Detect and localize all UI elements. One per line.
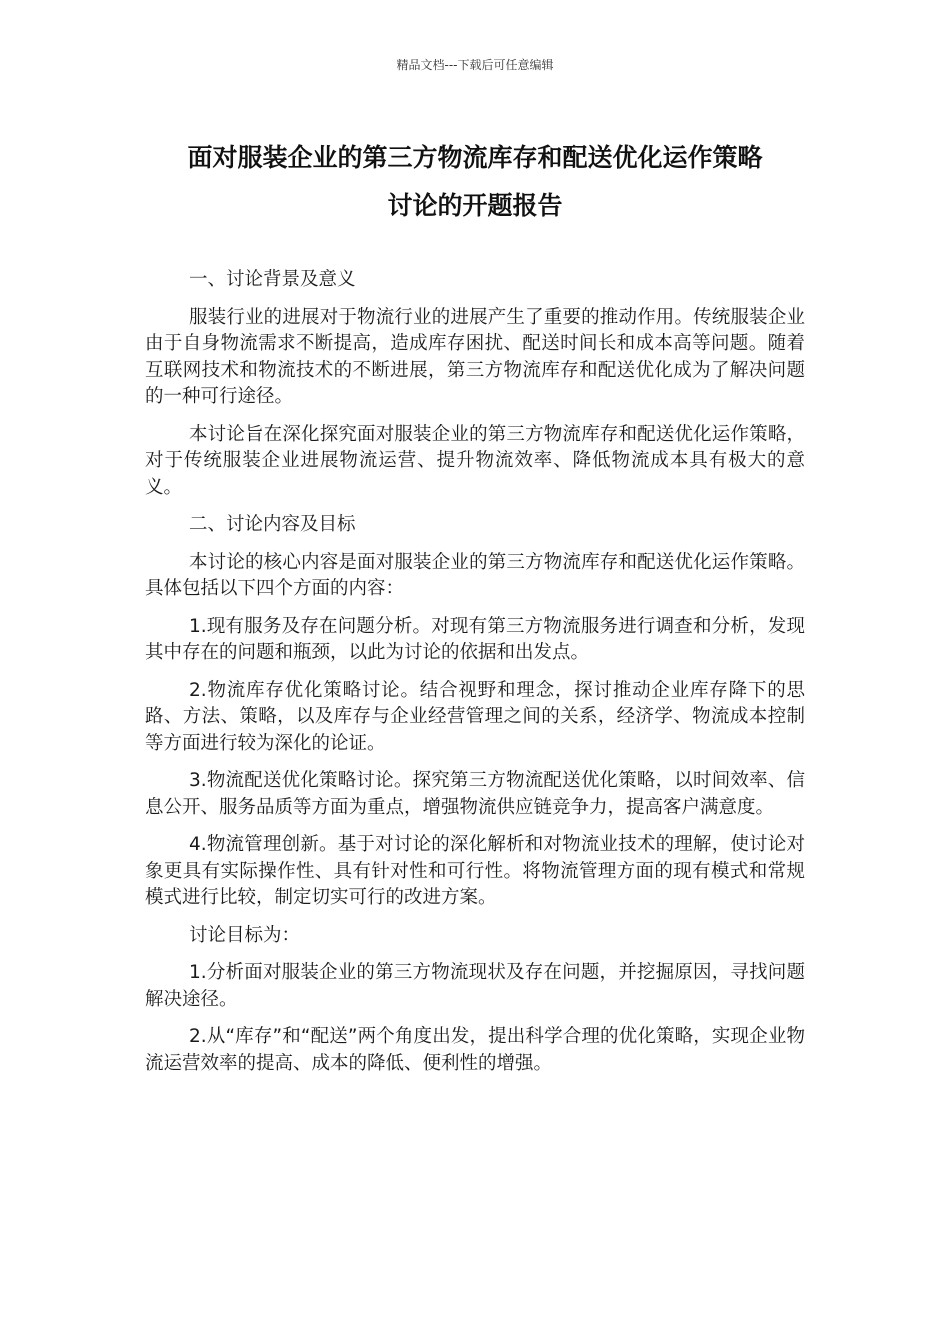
title-line-2: 讨论的开题报告 bbox=[387, 191, 563, 220]
list-item-content-2: 2.物流库存优化策略讨论。结合视野和理念，探讨推动企业库存降下的思路、方法、策略，以及库存与企业经营管理之间的关系，经济学、物流成本控制等方面进行较为深化的论证。 bbox=[145, 679, 805, 754]
header-note: 精品文档---下载后可任意编辑 bbox=[396, 58, 554, 72]
list-item-goal-1: 1.分析面对服装企业的第三方物流现状及存在问题，并挖掘原因，寻找问题解决途径。 bbox=[145, 962, 805, 1010]
document-body bbox=[145, 267, 805, 1088]
section-heading-content: 二、讨论内容及目标 bbox=[189, 514, 356, 535]
section-heading-background: 一、讨论背景及意义 bbox=[189, 269, 356, 290]
list-item-content-3: 3.物流配送优化策略讨论。探究第三方物流配送优化策略，以时间效率、信息公开、服务品质等方面为重点，增强物流供应链竞争力，提高客户满意度。 bbox=[145, 770, 805, 818]
paragraph-goals-intro: 讨论目标为： bbox=[189, 924, 301, 946]
document-title bbox=[120, 134, 830, 230]
paragraph-background: 服装行业的进展对于物流行业的进展产生了重要的推动作用。传统服装企业由于自身物流需求不断提高，造成库存困扰、配送时间长和成本高等问题。随着互联网技术和物流技术的不断进展，第三方物流库存和配送优化成为了解决问题的一种可行途径。 bbox=[145, 306, 805, 407]
paragraph-core-content: 本讨论的核心内容是面对服装企业的第三方物流库存和配送优化运作策略。具体包括以下四个方面的内容： bbox=[145, 551, 805, 599]
list-item-content-4: 4.物流管理创新。基于对讨论的深化解析和对物流业技术的理解，使讨论对象更具有实际操作性、具有针对性和可行性。将物流管理方面的现有模式和常规模式进行比较，制定切实可行的改进方案。 bbox=[145, 834, 805, 908]
title-line-1: 面对服装企业的第三方物流库存和配送优化运作策略 bbox=[187, 143, 763, 172]
list-item-content-1: 1.现有服务及存在问题分析。对现有第三方物流服务进行调查和分析，发现其中存在的问题和瓶颈，以此为讨论的依据和出发点。 bbox=[145, 615, 805, 663]
list-item-goal-2: 2.从“库存”和“配送”两个角度出发，提出科学合理的优化策略，实现企业物流运营效率的提高、成本的降低、便利性的增强。 bbox=[145, 1026, 805, 1074]
paragraph-significance: 本讨论旨在深化探究面对服装企业的第三方物流库存和配送优化运作策略，对于传统服装企业进展物流运营、提升物流效率、降低物流成本具有极大的意义。 bbox=[145, 423, 805, 498]
